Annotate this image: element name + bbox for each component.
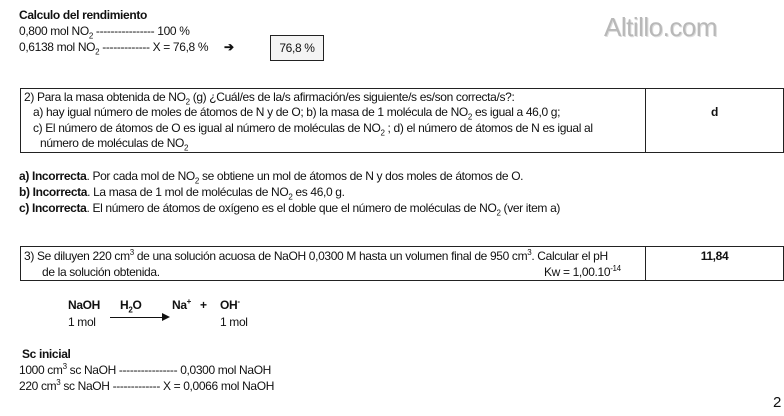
q2-line-4: [40, 136, 189, 153]
reactant: NaOH: [68, 298, 100, 312]
text: . Calcular el pH: [531, 249, 608, 263]
text: . Por cada mol de NO: [86, 169, 195, 183]
text: Na: [172, 298, 187, 312]
label: b) Incorrecta: [19, 185, 88, 199]
initial-line-2: [19, 379, 274, 393]
superscript: 3: [527, 248, 532, 257]
question-3-table: [20, 246, 784, 281]
q2-answer: d: [711, 105, 718, 119]
text: a) hay igual número de moles de átomos de N y de O; b) la masa de 1 molécula de NO: [33, 105, 468, 119]
product-1: [172, 298, 191, 312]
text: 1000 cm: [19, 363, 63, 377]
yield-line-2: [19, 40, 209, 57]
question-2-table: [20, 88, 784, 153]
explanation-a: [19, 169, 524, 186]
product-mol: 1 mol: [220, 315, 248, 329]
q2-line-3: [33, 121, 593, 138]
text: c) El número de átomos de O es igual al número de moléculas de NO: [33, 121, 381, 135]
superscript: 3: [62, 362, 67, 371]
page-number: 2: [773, 394, 781, 411]
text: ------------- X = 76,8 %: [99, 40, 209, 54]
reaction-arrow-icon: [110, 317, 164, 318]
superscript: -14: [610, 264, 621, 273]
superscript: -: [237, 297, 240, 306]
subscript: 2: [88, 31, 93, 41]
question-2-cell: [21, 89, 646, 152]
yield-result-box: 76,8 %: [270, 35, 324, 61]
yield-line-1: [19, 24, 190, 41]
text: H: [120, 298, 129, 312]
label: a) Incorrecta: [19, 169, 87, 183]
superscript: +: [186, 297, 191, 306]
yield-title: Calculo del rendimiento: [19, 8, 147, 22]
text: (g) ¿Cuál/es de la/s afirmación/es siguiente/s es/son correcta/s?:: [189, 90, 515, 104]
superscript: 3: [129, 248, 134, 257]
text: 0,6138 mol NO: [19, 40, 96, 54]
plus-sign: +: [200, 298, 207, 312]
text: Kw = 1,00.10: [544, 265, 611, 279]
q3-answer: 11,84: [700, 249, 729, 263]
text: ; d) el número de átomos de N es igual al: [384, 121, 593, 135]
kw-value: [544, 265, 621, 279]
q3-line-2: de la solución obtenida.: [42, 265, 160, 279]
text: 0,800 mol NO: [19, 24, 89, 38]
text: 220 cm: [19, 379, 57, 393]
text: sc NaOH ---------------- 0,0300 mol NaOH: [66, 363, 271, 377]
subscript: 2: [95, 47, 100, 57]
text: 2) Para la masa obtenida de NO: [24, 90, 186, 104]
text: es 46,0 g.: [292, 185, 345, 199]
subscript: 2: [288, 192, 293, 202]
subscript: 2: [380, 128, 385, 138]
q2-line-2: [33, 105, 561, 122]
subscript: 2: [194, 176, 199, 186]
initial-line-1: [19, 363, 271, 377]
subscript: 2: [128, 305, 133, 315]
q2-line-1: [24, 90, 515, 107]
text: (ver item a): [500, 201, 561, 215]
watermark-logo: Altillo.com: [604, 12, 717, 42]
arrow-icon: ➔: [224, 40, 234, 54]
product-2: [220, 298, 240, 312]
subscript: 2: [185, 97, 190, 107]
solvent: [120, 298, 142, 315]
text: . El número de átomos de oxígeno es el doble que el número de moléculas de NO: [86, 201, 497, 215]
text: O: [132, 298, 142, 312]
text: 3) Se diluyen 220 cm: [24, 249, 130, 263]
text: número de moléculas de NO: [40, 136, 184, 150]
reactant-mol: 1 mol: [68, 315, 96, 329]
text: sc NaOH ------------- X = 0,0066 mol NaOH: [60, 379, 275, 393]
label: c) Incorrecta: [19, 201, 87, 215]
explanation-c: [19, 201, 561, 218]
text: . La masa de 1 mol de moléculas de NO: [87, 185, 289, 199]
question-3-cell: [21, 247, 646, 280]
superscript: 3: [56, 378, 61, 387]
text: se obtiene un mol de átomos de N y dos moles de átomos de O.: [198, 169, 524, 183]
q3-line-1: [24, 249, 608, 263]
text: de una solución acuosa de NaOH 0,0300 M hasta un volumen final de 950 cm: [133, 249, 528, 263]
text: ---------------- 100 %: [92, 24, 190, 38]
explanation-b: [19, 185, 345, 202]
subscript: 2: [496, 208, 501, 218]
text: es igual a 46,0 g;: [471, 105, 561, 119]
subscript: 2: [184, 143, 189, 153]
subscript: 2: [467, 112, 472, 122]
text: OH: [220, 298, 238, 312]
initial-title: Sc inicial: [22, 347, 71, 361]
reaction-arrowhead-icon: [162, 313, 170, 321]
